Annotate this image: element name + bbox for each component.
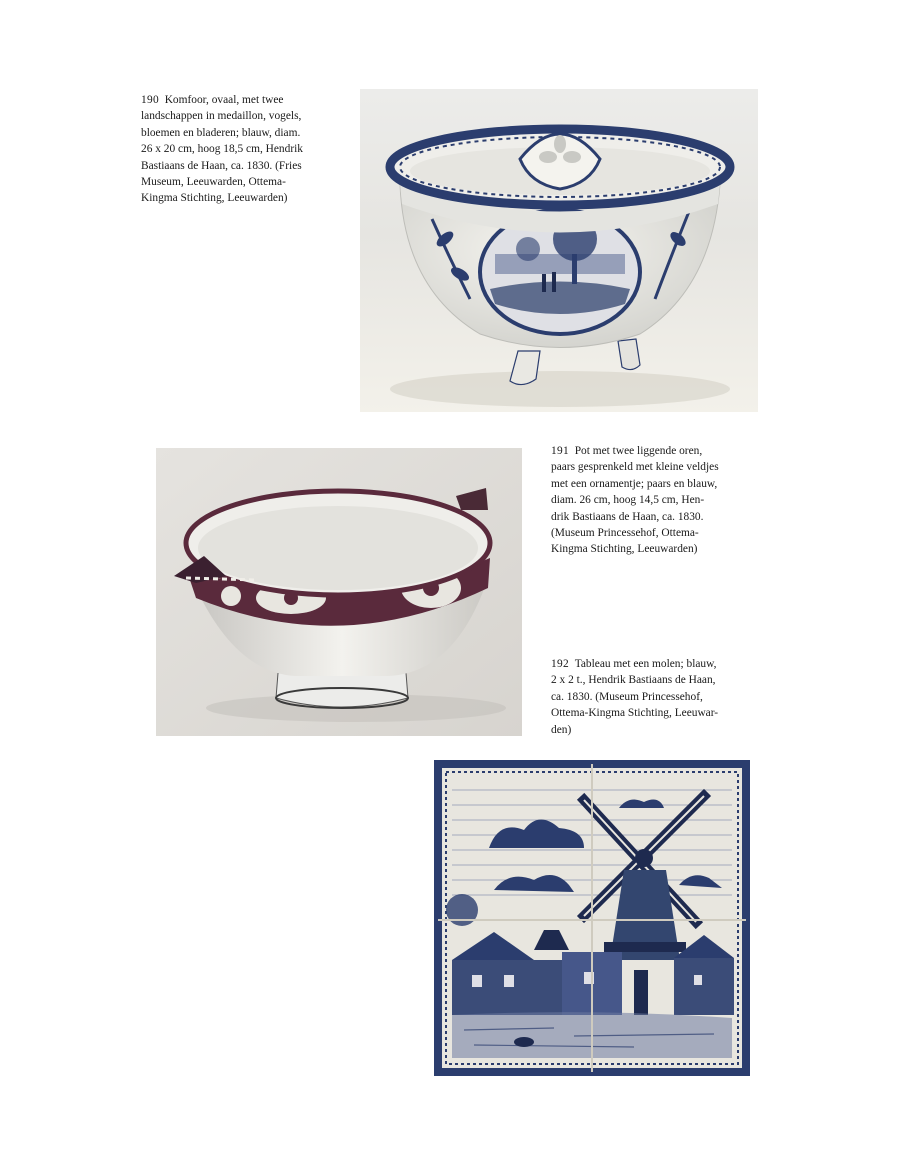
caption-text: 2 x 2 t., Hendrik Bastiaans de Haan, xyxy=(551,674,716,687)
caption-text: Kingma Stichting, Leeuwarden) xyxy=(551,543,698,556)
caption-text: Pot met twee liggende oren, xyxy=(574,445,703,457)
caption-text: bloemen en bladeren; blauw, diam. xyxy=(141,126,301,139)
caption-text: (Museum Princessehof, Ottema- xyxy=(551,527,699,540)
caption-text: den) xyxy=(551,723,572,736)
caption-text: landschappen in medaillon, vogels, xyxy=(141,110,302,123)
photo-tile-tableau xyxy=(434,760,750,1076)
caption-text: paars gesprenkeld met kleine veldjes xyxy=(551,461,719,474)
photo-pot xyxy=(156,448,522,736)
caption-text: 26 x 20 cm, hoog 18,5 cm, Hendrik xyxy=(141,143,303,156)
caption-text: Komfoor, ovaal, met twee xyxy=(164,94,284,106)
caption-190 xyxy=(141,92,303,207)
caption-number: 192 xyxy=(551,658,569,670)
caption-text: Ottema-Kingma Stichting, Leeuwar- xyxy=(551,707,719,720)
caption-text: ca. 1830. (Museum Princessehof, xyxy=(551,690,703,703)
caption-text: Museum, Leeuwarden, Ottema- xyxy=(141,176,286,189)
caption-number: 191 xyxy=(551,445,569,457)
caption-number: 190 xyxy=(141,94,159,106)
caption-text: Kingma Stichting, Leeuwarden) xyxy=(141,192,288,205)
caption-text: drik Bastiaans de Haan, ca. 1830. xyxy=(551,510,704,523)
caption-text: met een ornamentje; paars en blauw, xyxy=(551,477,718,490)
caption-191 xyxy=(551,443,719,558)
caption-text: Bastiaans de Haan, ca. 1830. (Fries xyxy=(141,159,302,172)
caption-192 xyxy=(551,656,718,738)
photo-komfoor xyxy=(360,89,758,412)
caption-text: diam. 26 cm, hoog 14,5 cm, Hen- xyxy=(551,494,705,507)
caption-text: Tableau met een molen; blauw, xyxy=(574,658,717,670)
